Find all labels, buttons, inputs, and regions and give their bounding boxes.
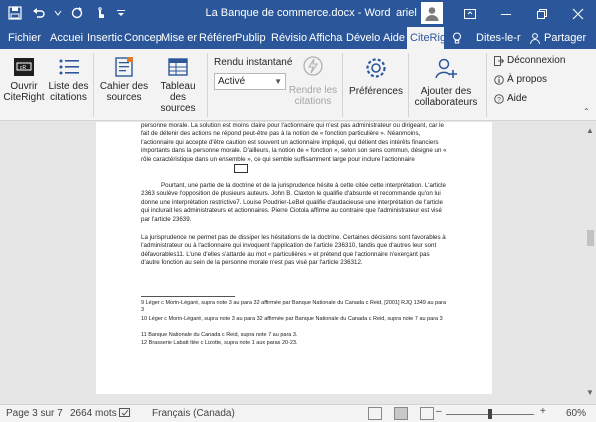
about-label: À propos bbox=[507, 74, 548, 85]
instant-render-value: Activé bbox=[218, 76, 246, 87]
title-bar bbox=[0, 0, 596, 27]
table-icon bbox=[167, 56, 189, 78]
svg-text:cR: cR bbox=[20, 65, 27, 71]
logout-icon bbox=[494, 56, 504, 66]
ribbon-separator bbox=[408, 53, 409, 117]
about-button[interactable] bbox=[494, 74, 547, 85]
footnote-10[interactable]: 10 Léger c Morin-Légaré, supra note 3 au para 32 affirmée par Banque Nationale du Canada c Reid, supra note 7 au para 3 bbox=[141, 316, 443, 322]
minimize-icon[interactable] bbox=[488, 0, 524, 27]
close-icon[interactable] bbox=[560, 0, 596, 27]
ribbon bbox=[0, 49, 596, 121]
ribbon-separator bbox=[342, 53, 343, 117]
render-citations-label: Rendre les citations bbox=[288, 85, 338, 107]
quick-access-toolbar bbox=[6, 4, 126, 22]
scroll-up-icon[interactable]: ▲ bbox=[586, 126, 594, 135]
preferences-button[interactable] bbox=[348, 56, 404, 97]
print-layout-icon[interactable] bbox=[394, 407, 408, 420]
logout-label: Déconnexion bbox=[507, 55, 566, 66]
scroll-down-icon[interactable]: ▼ bbox=[586, 388, 594, 397]
customize-icon[interactable] bbox=[116, 4, 126, 22]
tab-accueil[interactable]: Accuei bbox=[50, 32, 84, 44]
source-table-button[interactable] bbox=[152, 56, 204, 114]
open-citeright-button[interactable] bbox=[3, 56, 45, 103]
restore-icon[interactable] bbox=[524, 0, 560, 27]
tab-revision[interactable]: Révisio bbox=[271, 32, 308, 44]
vertical-scrollbar[interactable] bbox=[584, 122, 596, 404]
add-collaborators-label: Ajouter des collaborateurs bbox=[414, 86, 478, 108]
ribbon-separator bbox=[93, 53, 94, 117]
help-button[interactable] bbox=[494, 93, 527, 104]
document-title: La Banque de commerce.docx - Word bbox=[205, 7, 391, 19]
ribbon-tabs bbox=[0, 27, 596, 49]
source-notebook-label: Cahier des sources bbox=[99, 81, 149, 103]
user-name[interactable]: ariel bbox=[396, 7, 417, 19]
tab-mise-en-page[interactable]: Mise er bbox=[161, 32, 198, 44]
footnote-12[interactable]: 12 Brasserie Labatt ltée c Lizotte, supra note 1 aux paras 20-23. bbox=[141, 340, 298, 346]
zoom-level[interactable]: 60% bbox=[566, 408, 587, 419]
citation-list-button[interactable] bbox=[46, 56, 91, 103]
tab-insertion[interactable]: Insertic bbox=[87, 32, 123, 44]
tab-developpeur[interactable]: Dévelo bbox=[346, 32, 381, 44]
tell-me-search[interactable] bbox=[452, 27, 521, 49]
word-count[interactable]: 2664 mots bbox=[70, 408, 117, 419]
tell-me-label: Dites-le-r bbox=[476, 32, 521, 44]
text-cursor-indicator bbox=[234, 164, 248, 173]
footnote-9[interactable]: 9 Léger c Morin-Légaré, supra note 3 au para 32 affirmée par Banque Nationale du Canada c Reid, [2001] RJQ 1349 au para 3 bbox=[141, 300, 447, 313]
tab-references[interactable]: Référer bbox=[199, 32, 236, 44]
paragraph-2[interactable]: Pourtant, une partie de la doctrine et de la jurisprudence hésite à cette citée cette interprétation. L'article 2363 soulève l'opposition de plusieurs auteurs. John B. Claxton le qualifie d'absurde et recommande qu'on lui donne une interprétation restrictive7. Louise Poudrier-LeBel qualifie d'audacieuse une interprétation de l'article qui inclurait les administrateurs et actionnaires. Pierre Ciotola affirme au contraire que l'administrateur est visé par l'article 23639. bbox=[141, 182, 446, 223]
paragraph-3[interactable]: La jurisprudence ne permet pas de dissiper les hésitations de la doctrine. Certaines décisions sont favorables à l'administrateur ou à l'actionnaire qui invoquent l'application de l'article 236310, tandis que d'autres leur sont défavorables11. L'une d'elles s'attarde au mot « particulières » et prétend que l'actionnaire n'exerçant pas d'autre fonction au sein de la personne morale n'est pas visé par l'article 236312. bbox=[141, 234, 446, 267]
tab-aide[interactable]: Aide bbox=[383, 32, 406, 44]
lightning-refresh-icon bbox=[301, 54, 325, 78]
person-icon bbox=[530, 33, 540, 44]
save-icon[interactable] bbox=[6, 4, 24, 22]
undo-icon[interactable] bbox=[30, 4, 48, 22]
status-bar bbox=[0, 404, 596, 422]
window-controls bbox=[452, 0, 596, 27]
tab-citeright[interactable]: CiteRig bbox=[407, 27, 444, 49]
zoom-out-button[interactable]: – bbox=[436, 406, 442, 417]
ribbon-separator bbox=[207, 53, 208, 117]
info-icon bbox=[494, 75, 504, 85]
proofing-icon[interactable] bbox=[119, 408, 131, 422]
help-icon bbox=[494, 94, 504, 104]
chevron-down-icon[interactable] bbox=[54, 4, 62, 22]
tab-publipostage[interactable]: Publip bbox=[235, 32, 266, 44]
share-label: Partager bbox=[544, 32, 587, 44]
logout-button[interactable] bbox=[494, 55, 565, 66]
zoom-slider-thumb[interactable] bbox=[488, 409, 492, 419]
zoom-in-button[interactable]: + bbox=[540, 406, 546, 417]
tab-fichier[interactable]: Fichier bbox=[8, 32, 42, 44]
web-layout-icon[interactable] bbox=[420, 407, 434, 420]
redo-icon[interactable] bbox=[68, 4, 86, 22]
add-user-icon bbox=[434, 56, 458, 80]
tab-conception[interactable]: Concep bbox=[124, 32, 162, 44]
instant-render-select[interactable] bbox=[214, 73, 286, 90]
citeright-logo-icon bbox=[12, 56, 36, 78]
page-indicator[interactable]: Page 3 sur 7 bbox=[6, 408, 63, 419]
gear-icon bbox=[364, 56, 388, 80]
instant-render-label: Rendu instantané bbox=[214, 57, 293, 68]
footnote-separator bbox=[141, 296, 235, 297]
footnote-11[interactable]: 11 Banque Nationale du Canada c Reid, supra note 7 au para 3. bbox=[141, 332, 298, 338]
add-collaborators-button[interactable] bbox=[412, 56, 480, 108]
chevron-down-icon: ▼ bbox=[274, 77, 282, 86]
document-page[interactable] bbox=[96, 122, 492, 394]
ribbon-display-icon[interactable] bbox=[452, 0, 488, 27]
notebook-icon bbox=[113, 56, 135, 78]
source-notebook-button[interactable] bbox=[98, 56, 150, 103]
collapse-ribbon-icon[interactable]: ⌃ bbox=[583, 107, 590, 116]
source-table-label: Tableau des sources bbox=[160, 81, 196, 114]
ribbon-separator bbox=[486, 53, 487, 117]
citation-list-label: Liste des citations bbox=[48, 81, 89, 103]
document-area[interactable] bbox=[0, 122, 596, 404]
share-button[interactable] bbox=[530, 27, 586, 49]
read-mode-icon[interactable] bbox=[368, 407, 382, 420]
tab-affichage[interactable]: Afficha bbox=[309, 32, 343, 44]
language-indicator[interactable]: Français (Canada) bbox=[152, 408, 235, 419]
open-citeright-label: Ouvrir CiteRight bbox=[3, 81, 45, 103]
touch-mode-icon[interactable] bbox=[92, 4, 110, 22]
render-citations-button[interactable] bbox=[288, 54, 338, 107]
preferences-label: Préférences bbox=[349, 86, 403, 97]
avatar[interactable] bbox=[421, 2, 443, 24]
help-label: Aide bbox=[507, 93, 528, 104]
scrollbar-thumb[interactable] bbox=[587, 230, 594, 246]
svg-text:?: ? bbox=[497, 96, 501, 104]
lightbulb-icon bbox=[452, 32, 462, 44]
paragraph-1[interactable]: personne morale. La solution est moins claire pour l'actionnaire qui n'est pas administrateur ou dirigeant, car le fait de détenir des actions ne répond peut-être pas à la notion de « fonction particulière ». Néanmoins, l'actionnaire qui accepte d'être caution est souvent un actionnaire impliqué, qui détient des intérêts financiers importants dans la personne morale. D'ailleurs, la notion de « fonction », selon son sens commun, désigne un « rôle caractéristique dans un ensemble », ce qui semble suffisamment large pour inclure l'actionnaire bbox=[141, 122, 447, 163]
list-icon bbox=[57, 56, 81, 78]
